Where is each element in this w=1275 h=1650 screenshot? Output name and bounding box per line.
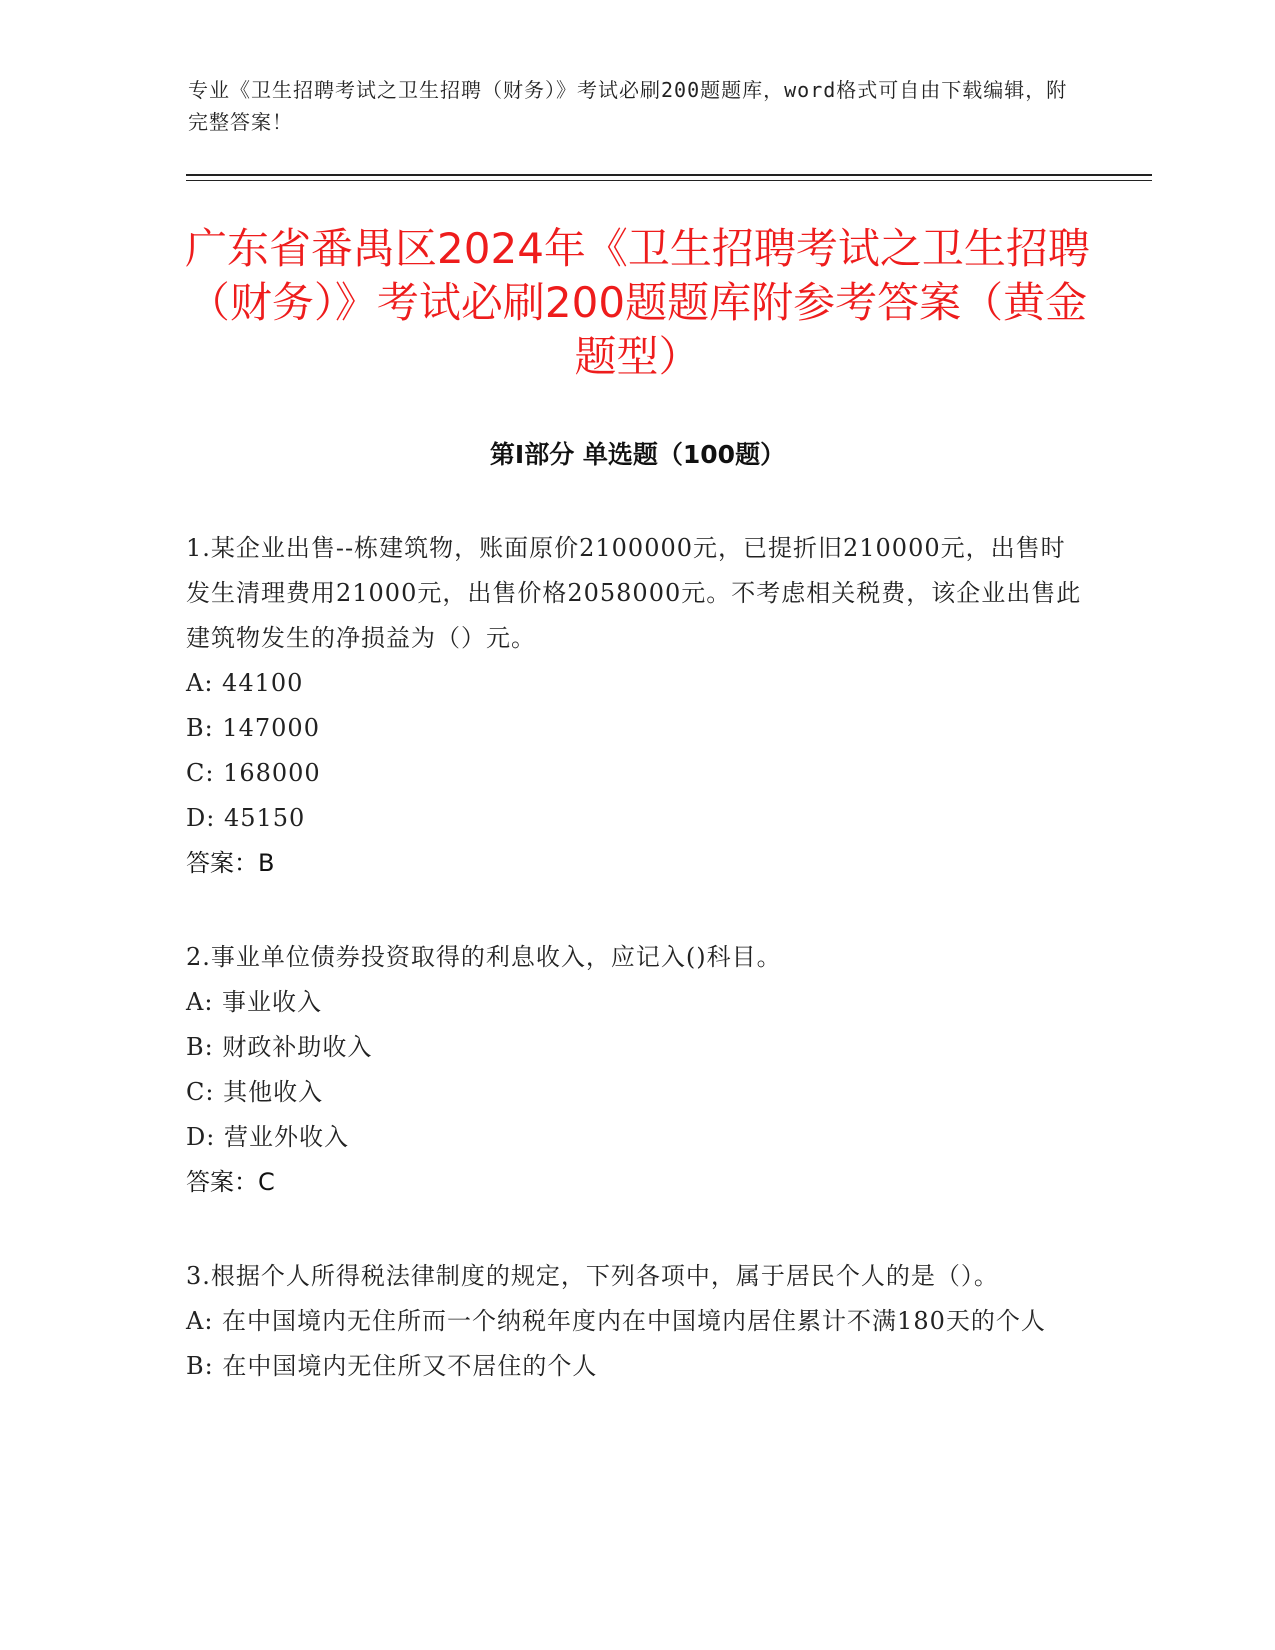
option-d: D: 45150	[186, 804, 306, 832]
document-title: 广东省番禺区2024年《卫生招聘考试之卫生招聘（财务）》考试必刷200题题库附参考答案（黄金题型）	[185, 224, 1090, 381]
question-1	[186, 526, 1086, 886]
option-c: C: 其他收入	[186, 1078, 324, 1106]
answer: 答案：C	[186, 1168, 275, 1196]
option-b: B: 在中国境内无住所又不居住的个人	[186, 1352, 598, 1380]
question-list	[186, 526, 1086, 1438]
option-d: D: 营业外收入	[186, 1123, 349, 1151]
option-b: B: 财政补助收入	[186, 1033, 373, 1061]
question-stem: 2.事业单位债券投资取得的利息收入，应记入()科目。	[186, 943, 782, 971]
header-divider-thin	[186, 180, 1152, 181]
question-stem: 1.某企业出售--栋建筑物，账面原价2100000元，已提折旧210000元，出售时发生清理费用21000元，出售价格2058000元。不考虑相关税费，该企业出售此建筑物发生的净损益为（）元。	[186, 534, 1082, 652]
option-a: A: 44100	[186, 669, 304, 697]
question-3	[186, 1254, 1086, 1389]
header-note: 专业《卫生招聘考试之卫生招聘（财务）》考试必刷200题题库，word格式可自由下载编辑，附完整答案！	[188, 78, 1068, 134]
question-stem: 3.根据个人所得税法律制度的规定，下列各项中，属于居民个人的是（）。	[186, 1262, 999, 1290]
option-b: B: 147000	[186, 714, 320, 742]
answer: 答案：B	[186, 849, 275, 877]
option-a: A: 在中国境内无住所而一个纳税年度内在中国境内居住累计不满180天的个人	[186, 1307, 1046, 1335]
question-2	[186, 935, 1086, 1205]
section-heading: 第Ⅰ部分 单选题（100题）	[489, 440, 786, 469]
option-c: C: 168000	[186, 759, 321, 787]
option-a: A: 事业收入	[186, 988, 323, 1016]
header-divider-thick	[186, 174, 1152, 176]
